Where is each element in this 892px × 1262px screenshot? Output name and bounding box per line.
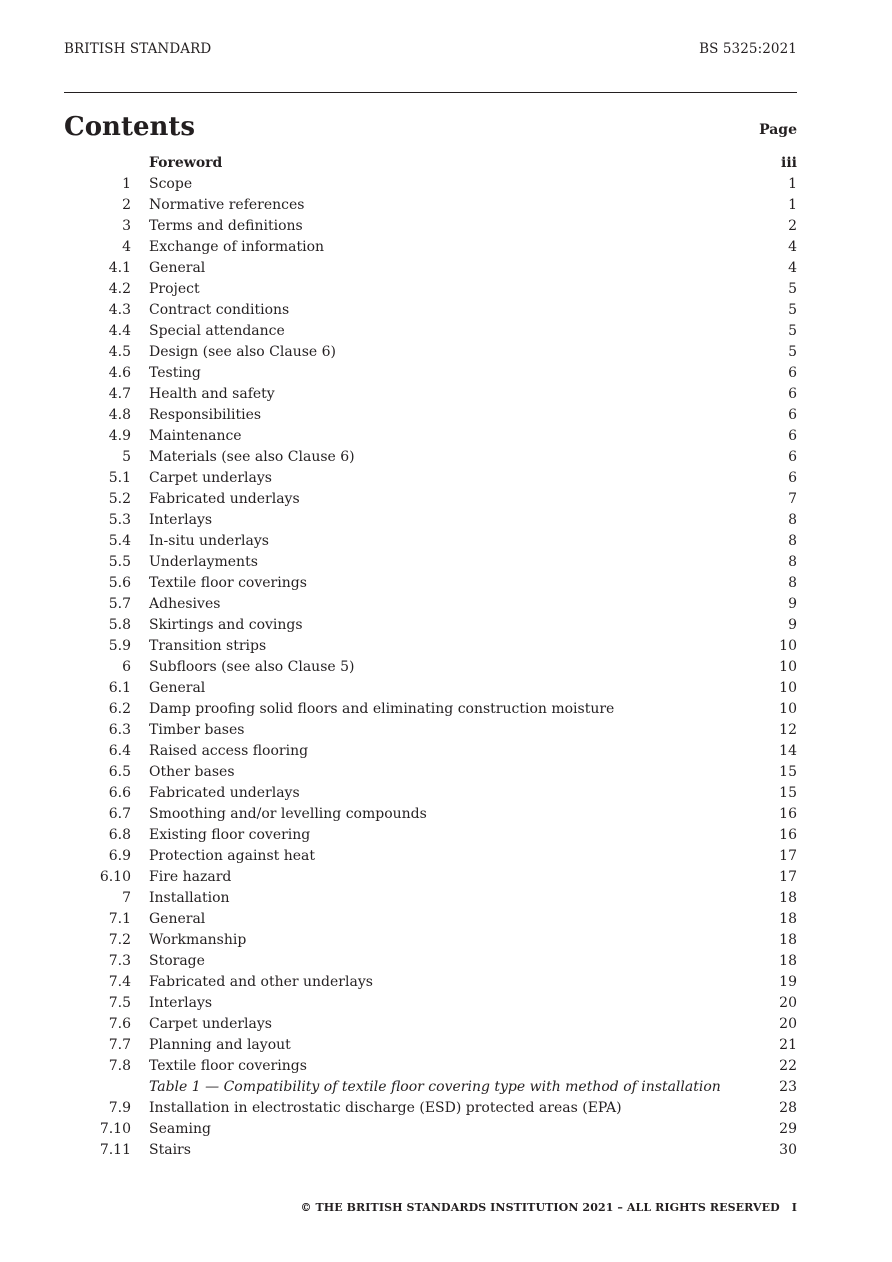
toc-entry-number: 5.2: [108, 491, 131, 507]
toc-entry[interactable]: [64, 846, 797, 867]
toc-entry[interactable]: [64, 1119, 797, 1140]
toc-entry-title[interactable]: Subfloors (see also Clause 5): [149, 659, 355, 675]
toc-entry-page[interactable]: 17: [779, 848, 797, 864]
toc-entry-title[interactable]: Fabricated and other underlays: [149, 974, 373, 990]
toc-entry-page[interactable]: 22: [779, 1058, 797, 1074]
toc-entry[interactable]: [64, 783, 797, 804]
toc-entry-page[interactable]: 16: [779, 827, 797, 843]
toc-entry[interactable]: [64, 1035, 797, 1056]
toc-entry-title[interactable]: Adhesives: [149, 596, 221, 612]
toc-entry[interactable]: [64, 825, 797, 846]
toc-entry-page[interactable]: 15: [779, 785, 797, 801]
toc-entry-page[interactable]: 30: [779, 1142, 797, 1158]
toc-entry-page[interactable]: 5: [788, 344, 797, 360]
toc-entry-page[interactable]: 29: [779, 1121, 797, 1137]
header-standard-label: BRITISH STANDARD: [64, 41, 212, 57]
toc-entry-title[interactable]: Table 1 — Compatibility of textile floor covering type with method of installation: [149, 1079, 721, 1095]
toc-entry-number: 4.1: [108, 260, 131, 276]
toc-entry-number: 6.2: [108, 701, 131, 717]
toc-entry[interactable]: [64, 594, 797, 615]
toc-entry-page[interactable]: 18: [779, 932, 797, 948]
toc-entry-page[interactable]: 1: [788, 176, 797, 192]
header-rule: [64, 92, 797, 93]
toc-entry-number: 7.8: [108, 1058, 131, 1074]
toc-entry[interactable]: [64, 342, 797, 363]
toc-entry-title[interactable]: Raised access flooring: [149, 743, 309, 759]
toc-entry[interactable]: [64, 468, 797, 489]
toc-entry-title[interactable]: Existing floor covering: [149, 827, 311, 843]
header-standard-number: BS 5325:2021: [699, 41, 797, 57]
toc-entry[interactable]: [64, 699, 797, 720]
toc-entry[interactable]: [64, 321, 797, 342]
toc-entry[interactable]: [64, 741, 797, 762]
toc-entry-number: 4.5: [108, 344, 131, 360]
toc-entry-number: 4.7: [108, 386, 131, 402]
toc-entry-page[interactable]: 23: [779, 1079, 797, 1095]
toc-entry[interactable]: [64, 552, 797, 573]
toc-entry-page[interactable]: 1: [788, 197, 797, 213]
toc-entry[interactable]: [64, 489, 797, 510]
toc-entry-page[interactable]: 15: [779, 764, 797, 780]
toc-entry-number: 4.4: [108, 323, 131, 339]
table-of-contents: [64, 153, 797, 1161]
toc-entry-number: 5.3: [108, 512, 131, 528]
toc-entry-title[interactable]: Timber bases: [149, 722, 245, 738]
toc-entry-number: 4.6: [108, 365, 131, 381]
toc-entry-title[interactable]: Project: [149, 281, 200, 297]
toc-entry-page[interactable]: 8: [788, 533, 797, 549]
toc-entry-number: 5.8: [108, 617, 131, 633]
toc-entry-page[interactable]: 10: [779, 701, 797, 717]
toc-entry-number: 6.1: [108, 680, 131, 696]
toc-entry-number: 4.9: [108, 428, 131, 444]
toc-entry-number: 7.9: [108, 1100, 131, 1116]
toc-entry-page[interactable]: 12: [779, 722, 797, 738]
toc-entry-page[interactable]: 7: [788, 491, 797, 507]
toc-entry-title[interactable]: In-situ underlays: [149, 533, 269, 549]
toc-entry-page[interactable]: 16: [779, 806, 797, 822]
toc-entry-title[interactable]: General: [149, 911, 206, 927]
toc-entry-title[interactable]: Health and safety: [149, 386, 275, 402]
toc-entry-number: 7.10: [99, 1121, 131, 1137]
toc-entry-number: 4: [122, 239, 131, 255]
toc-entry-number: 5.7: [108, 596, 131, 612]
toc-entry-page[interactable]: 9: [788, 617, 797, 633]
toc-entry[interactable]: [64, 531, 797, 552]
toc-entry-page[interactable]: 10: [779, 680, 797, 696]
toc-entry-number: 6.7: [108, 806, 131, 822]
toc-entry-number: 5.1: [108, 470, 131, 486]
toc-entry-title[interactable]: Foreword: [149, 155, 223, 171]
toc-entry-title[interactable]: Interlays: [149, 995, 213, 1011]
toc-entry-title[interactable]: Underlayments: [149, 554, 258, 570]
toc-entry-number: 7.2: [108, 932, 131, 948]
toc-entry-title[interactable]: Materials (see also Clause 6): [149, 449, 355, 465]
toc-entry-title[interactable]: Fire hazard: [149, 869, 232, 885]
toc-entry-title[interactable]: General: [149, 260, 206, 276]
toc-entry[interactable]: [64, 195, 797, 216]
toc-entry-title[interactable]: Contract conditions: [149, 302, 290, 318]
toc-entry-page[interactable]: 8: [788, 512, 797, 528]
toc-entry-number: 4.2: [108, 281, 131, 297]
toc-entry[interactable]: [64, 972, 797, 993]
toc-entry[interactable]: [64, 573, 797, 594]
toc-entry-number: 7.11: [99, 1142, 131, 1158]
toc-entry-title[interactable]: Damp proofing solid floors and eliminating construction moisture: [149, 701, 615, 717]
footer: [300, 1201, 797, 1214]
toc-entry-page[interactable]: 14: [779, 743, 797, 759]
toc-entry-number: 7.1: [108, 911, 131, 927]
page-column-label: Page: [759, 122, 797, 138]
toc-entry-title[interactable]: Workmanship: [149, 932, 247, 948]
toc-entry[interactable]: [64, 363, 797, 384]
toc-entry-title[interactable]: Maintenance: [149, 428, 242, 444]
toc-entry-page[interactable]: 5: [788, 323, 797, 339]
toc-entry[interactable]: [64, 405, 797, 426]
toc-entry-title[interactable]: Terms and definitions: [149, 218, 303, 234]
toc-entry-number: 4.3: [108, 302, 131, 318]
toc-entry[interactable]: [64, 909, 797, 930]
toc-entry-number: 3: [122, 218, 131, 234]
toc-entry-number: 5: [122, 449, 131, 465]
toc-entry[interactable]: [64, 447, 797, 468]
footer-copyright: © THE BRITISH STANDARDS INSTITUTION 2021 – ALL RIGHTS RESERVED: [300, 1201, 780, 1214]
toc-entry-page[interactable]: 17: [779, 869, 797, 885]
toc-entry-number: 7.5: [108, 995, 131, 1011]
toc-entry[interactable]: [64, 279, 797, 300]
toc-entry[interactable]: [64, 762, 797, 783]
footer-page-number: I: [791, 1201, 797, 1214]
toc-entry-title[interactable]: Special attendance: [149, 323, 285, 339]
toc-entry[interactable]: [64, 888, 797, 909]
toc-entry-number: 2: [122, 197, 131, 213]
toc-entry-page[interactable]: 18: [779, 890, 797, 906]
toc-entry-number: 7.7: [108, 1037, 131, 1053]
toc-entry-number: 1: [122, 176, 131, 192]
toc-entry-page[interactable]: 9: [788, 596, 797, 612]
contents-title: Contents: [64, 112, 196, 142]
toc-entry-page[interactable]: 6: [788, 470, 797, 486]
toc-entry-title[interactable]: Installation in electrostatic discharge (ESD) protected areas (EPA): [149, 1100, 622, 1116]
toc-entry-page[interactable]: 6: [788, 386, 797, 402]
toc-entry-page[interactable]: 5: [788, 302, 797, 318]
toc-entry-number: 7.3: [108, 953, 131, 969]
toc-entry-title[interactable]: Skirtings and covings: [149, 617, 303, 633]
toc-entry[interactable]: [64, 678, 797, 699]
toc-entry-page[interactable]: 8: [788, 575, 797, 591]
toc-entry[interactable]: [64, 174, 797, 195]
toc-entry-page[interactable]: 6: [788, 428, 797, 444]
toc-entry[interactable]: [64, 1077, 797, 1098]
toc-entry-number: 5.9: [108, 638, 131, 654]
toc-entry[interactable]: [64, 258, 797, 279]
toc-entry-title[interactable]: Other bases: [149, 764, 235, 780]
toc-entry-title[interactable]: Installation: [149, 890, 230, 906]
toc-entry-page[interactable]: 21: [779, 1037, 797, 1053]
toc-entry-title[interactable]: Transition strips: [149, 638, 267, 654]
toc-entry-number: 6.8: [108, 827, 131, 843]
toc-entry-title[interactable]: Exchange of information: [149, 239, 325, 255]
toc-entry-page[interactable]: 20: [779, 995, 797, 1011]
toc-entry-title[interactable]: Stairs: [149, 1142, 191, 1158]
toc-entry[interactable]: [64, 1056, 797, 1077]
toc-entry-number: 6.9: [108, 848, 131, 864]
toc-entry-page[interactable]: 6: [788, 407, 797, 423]
toc-entry[interactable]: [64, 426, 797, 447]
toc-entry[interactable]: [64, 1140, 797, 1161]
toc-entry-page[interactable]: 10: [779, 638, 797, 654]
toc-entry-title[interactable]: Scope: [149, 176, 193, 192]
toc-entry-number: 6.3: [108, 722, 131, 738]
toc-entry-number: 6.4: [108, 743, 131, 759]
toc-entry-page[interactable]: 10: [779, 659, 797, 675]
toc-entry-title[interactable]: Storage: [149, 953, 205, 969]
toc-entry-title[interactable]: General: [149, 680, 206, 696]
toc-entry[interactable]: [64, 720, 797, 741]
toc-entry[interactable]: [64, 993, 797, 1014]
toc-entry-number: 6.6: [108, 785, 131, 801]
toc-entry-title[interactable]: Textile floor coverings: [149, 1058, 307, 1074]
toc-entry[interactable]: [64, 510, 797, 531]
toc-entry-number: 5.5: [108, 554, 131, 570]
toc-entry-title[interactable]: Planning and layout: [149, 1037, 291, 1053]
toc-entry-title[interactable]: Responsibilities: [149, 407, 262, 423]
toc-entry-page[interactable]: 28: [779, 1100, 797, 1116]
toc-entry[interactable]: [64, 867, 797, 888]
toc-entry[interactable]: [64, 384, 797, 405]
toc-entry-page[interactable]: iii: [781, 155, 797, 171]
toc-entry-title[interactable]: Fabricated underlays: [149, 785, 300, 801]
toc-entry-title[interactable]: Smoothing and/or levelling compounds: [149, 806, 427, 822]
toc-entry-page[interactable]: 8: [788, 554, 797, 570]
toc-entry[interactable]: [64, 153, 797, 174]
toc-entry-page[interactable]: 4: [788, 260, 797, 276]
toc-entry-number: 7: [122, 890, 131, 906]
toc-entry-title[interactable]: Carpet underlays: [149, 470, 272, 486]
toc-entry-title[interactable]: Protection against heat: [149, 848, 315, 864]
toc-entry-number: 7.4: [108, 974, 131, 990]
toc-entry[interactable]: [64, 1014, 797, 1035]
toc-entry[interactable]: [64, 930, 797, 951]
toc-entry-page[interactable]: 6: [788, 365, 797, 381]
toc-entry-page[interactable]: 6: [788, 449, 797, 465]
toc-entry-page[interactable]: 18: [779, 953, 797, 969]
toc-entry-number: 7.6: [108, 1016, 131, 1032]
toc-entry-number: 5.4: [108, 533, 131, 549]
toc-entry-title[interactable]: Testing: [149, 365, 201, 381]
toc-entry-title[interactable]: Normative references: [149, 197, 305, 213]
toc-entry-title[interactable]: Seaming: [149, 1121, 211, 1137]
toc-entry-title[interactable]: Design (see also Clause 6): [149, 344, 336, 360]
toc-entry-title[interactable]: Fabricated underlays: [149, 491, 300, 507]
toc-entry-page[interactable]: 5: [788, 281, 797, 297]
toc-entry-page[interactable]: 4: [788, 239, 797, 255]
toc-entry-number: 5.6: [108, 575, 131, 591]
toc-entry[interactable]: [64, 636, 797, 657]
toc-entry-page[interactable]: 2: [788, 218, 797, 234]
toc-entry-title[interactable]: Textile floor coverings: [149, 575, 307, 591]
toc-entry-number: 6.10: [99, 869, 131, 885]
toc-entry-number: 6: [122, 659, 131, 675]
toc-entry[interactable]: [64, 951, 797, 972]
toc-entry[interactable]: [64, 216, 797, 237]
toc-entry-title[interactable]: Interlays: [149, 512, 213, 528]
toc-entry[interactable]: [64, 657, 797, 678]
toc-entry-number: 6.5: [108, 764, 131, 780]
toc-entry[interactable]: [64, 1098, 797, 1119]
toc-entry[interactable]: [64, 615, 797, 636]
toc-entry-page[interactable]: 19: [779, 974, 797, 990]
toc-entry-title[interactable]: Carpet underlays: [149, 1016, 272, 1032]
toc-entry-page[interactable]: 18: [779, 911, 797, 927]
toc-entry[interactable]: [64, 804, 797, 825]
toc-entry[interactable]: [64, 237, 797, 258]
toc-entry-page[interactable]: 20: [779, 1016, 797, 1032]
toc-entry[interactable]: [64, 300, 797, 321]
toc-entry-number: 4.8: [108, 407, 131, 423]
